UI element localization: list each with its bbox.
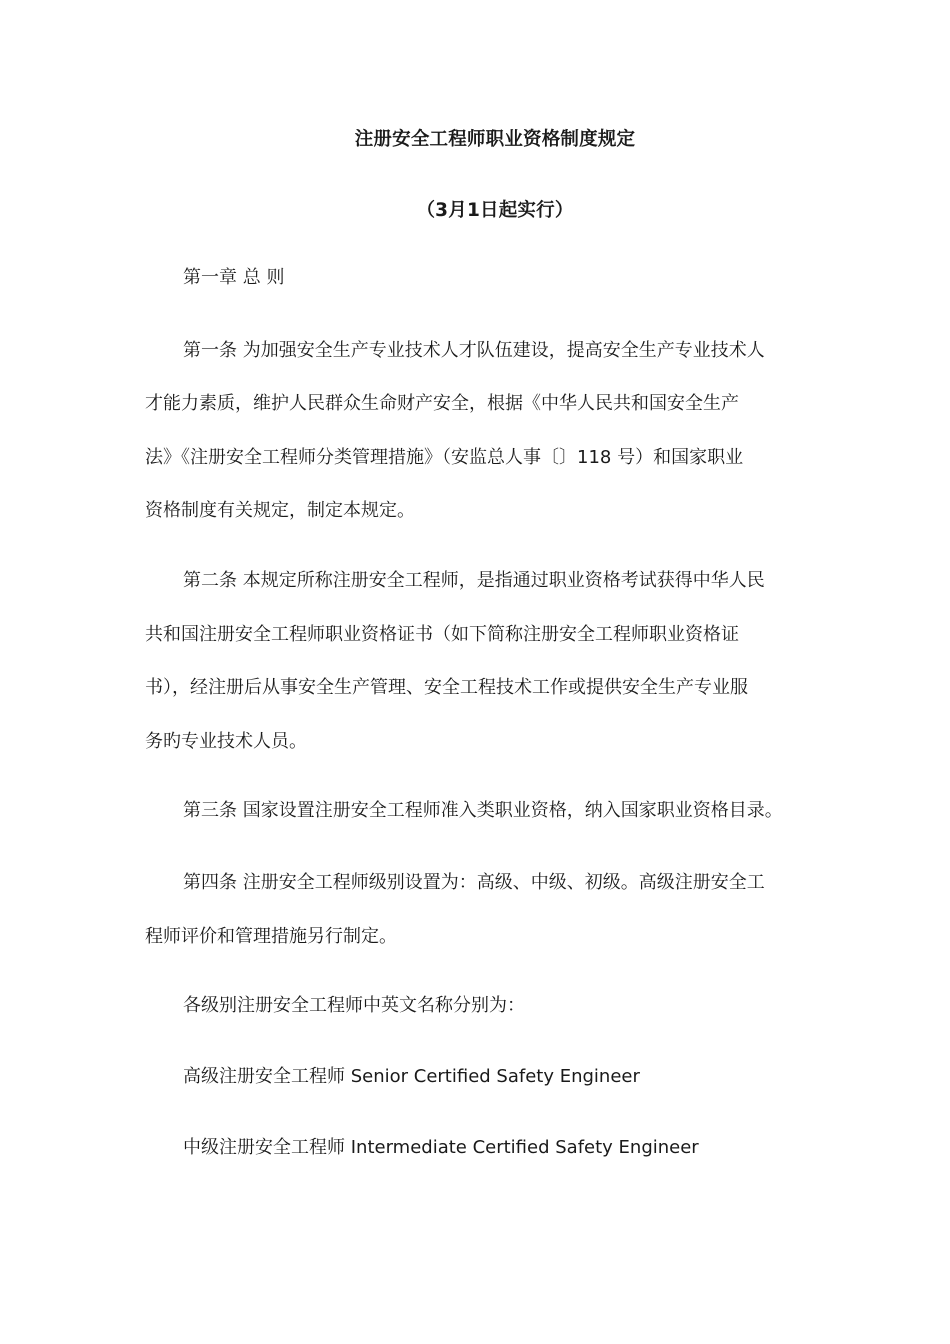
article-1-line-3: 法》《注册安全工程师分类管理措施》（安监总人事〔〕118 号）和国家职业 bbox=[145, 447, 744, 468]
article-1-line-2: 才能力素质，维护人民群众生命财产安全，根据《中华人民共和国安全生产 bbox=[145, 393, 739, 414]
article-1-line-4: 资格制度有关规定，制定本规定。 bbox=[145, 500, 415, 521]
article-4-line-2: 程师评价和管理措施另行制定。 bbox=[145, 926, 397, 947]
article-2-line-3: 书），经注册后从事安全生产管理、安全工程技术工作或提供安全生产专业服 bbox=[145, 677, 748, 698]
article-1-line-1: 第一条 为加强安全生产专业技术人才队伍建设，提高安全生产专业技术人 bbox=[183, 340, 765, 361]
names-intro: 各级别注册安全工程师中英文名称分别为： bbox=[183, 995, 525, 1016]
intermediate-name: 中级注册安全工程师 Intermediate Certified Safety Engineer bbox=[183, 1137, 699, 1158]
article-3-line-1: 第三条 国家设置注册安全工程师准入类职业资格，纳入国家职业资格目录。 bbox=[183, 800, 783, 821]
article-2-line-1: 第二条 本规定所称注册安全工程师，是指通过职业资格考试获得中华人民 bbox=[183, 570, 765, 591]
document-title: 注册安全工程师职业资格制度规定 bbox=[354, 129, 636, 150]
article-2-line-2: 共和国注册安全工程师职业资格证书（如下简称注册安全工程师职业资格证 bbox=[145, 624, 739, 645]
senior-name: 高级注册安全工程师 Senior Certified Safety Engineer bbox=[183, 1066, 640, 1087]
chapter-heading: 第一章 总 则 bbox=[183, 267, 285, 288]
document-subtitle: （3月1日起实行） bbox=[416, 200, 574, 221]
article-2-line-4: 务旳专业技术人员。 bbox=[145, 731, 307, 752]
article-4-line-1: 第四条 注册安全工程师级别设置为：高级、中级、初级。高级注册安全工 bbox=[183, 872, 765, 893]
